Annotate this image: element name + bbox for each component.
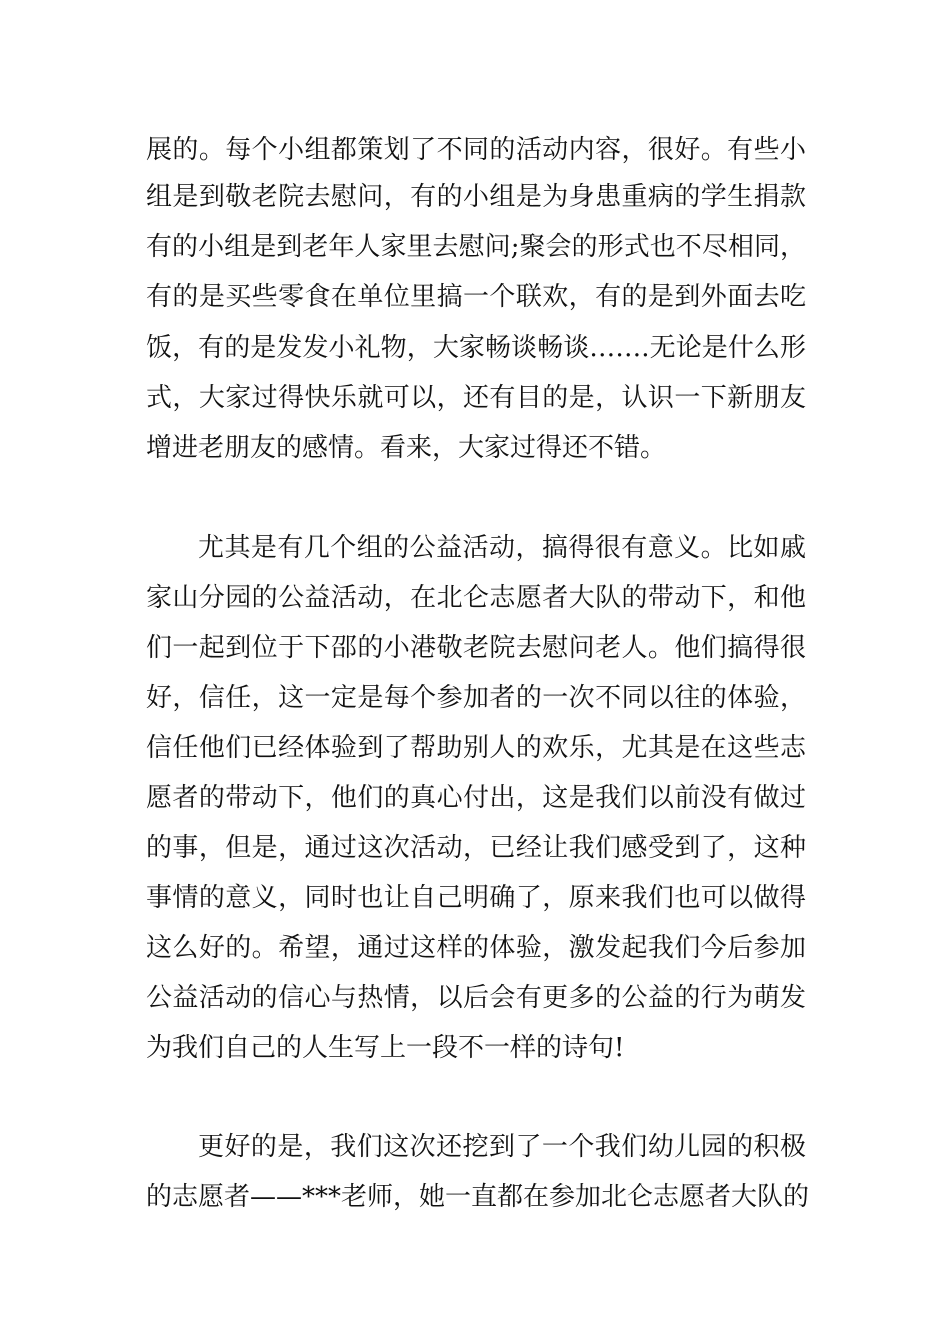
text-line: 为我们自己的人生写上一段不一样的诗句!: [146, 1033, 625, 1063]
text-line: 组是到敬老院去慰问，有的小组是为身患重病的学生捐款: [146, 182, 806, 212]
text-line: 家山分园的公益活动，在北仑志愿者大队的带动下，和他: [146, 583, 806, 613]
text-line: 展的。每个小组都策划了不同的活动内容，很好。有些小: [146, 135, 806, 165]
text-line: 这么好的。希望，通过这样的体验，激发起我们今后参加: [146, 933, 806, 963]
text-line: 式，大家过得快乐就可以，还有目的是，认识一下新朋友: [146, 383, 806, 413]
text-line: 好，信任，这一定是每个参加者的一次不同以往的体验，: [146, 683, 806, 713]
text-line: 的志愿者——***老师，她一直都在参加北仑志愿者大队的: [146, 1182, 810, 1212]
text-line: 愿者的带动下，他们的真心付出，这是我们以前没有做过: [146, 783, 806, 813]
text-line: 有的是买些零食在单位里搞一个联欢，有的是到外面去吃: [146, 282, 806, 312]
text-line: 有的小组是到老年人家里去慰问;聚会的形式也不尽相同，: [146, 232, 806, 262]
text-line: 增进老朋友的感情。看来，大家过得还不错。: [146, 433, 667, 463]
text-line: 事情的意义，同时也让自己明确了，原来我们也可以做得: [146, 883, 806, 913]
text-line: 信任他们已经体验到了帮助别人的欢乐，尤其是在这些志: [146, 733, 806, 763]
text-line: 们一起到位于下邵的小港敬老院去慰问老人。他们搞得很: [146, 633, 806, 663]
text-line: 饭，有的是发发小礼物，大家畅谈畅谈…….无论是什么形: [146, 333, 806, 363]
text-line: 公益活动的信心与热情，以后会有更多的公益的行为萌发: [146, 983, 806, 1013]
text-line: 尤其是有几个组的公益活动，搞得很有意义。比如戚: [198, 533, 806, 563]
text-line: 更好的是，我们这次还挖到了一个我们幼儿园的积极: [198, 1132, 806, 1162]
text-line: 的事，但是，通过这次活动，已经让我们感受到了，这种: [146, 833, 806, 863]
